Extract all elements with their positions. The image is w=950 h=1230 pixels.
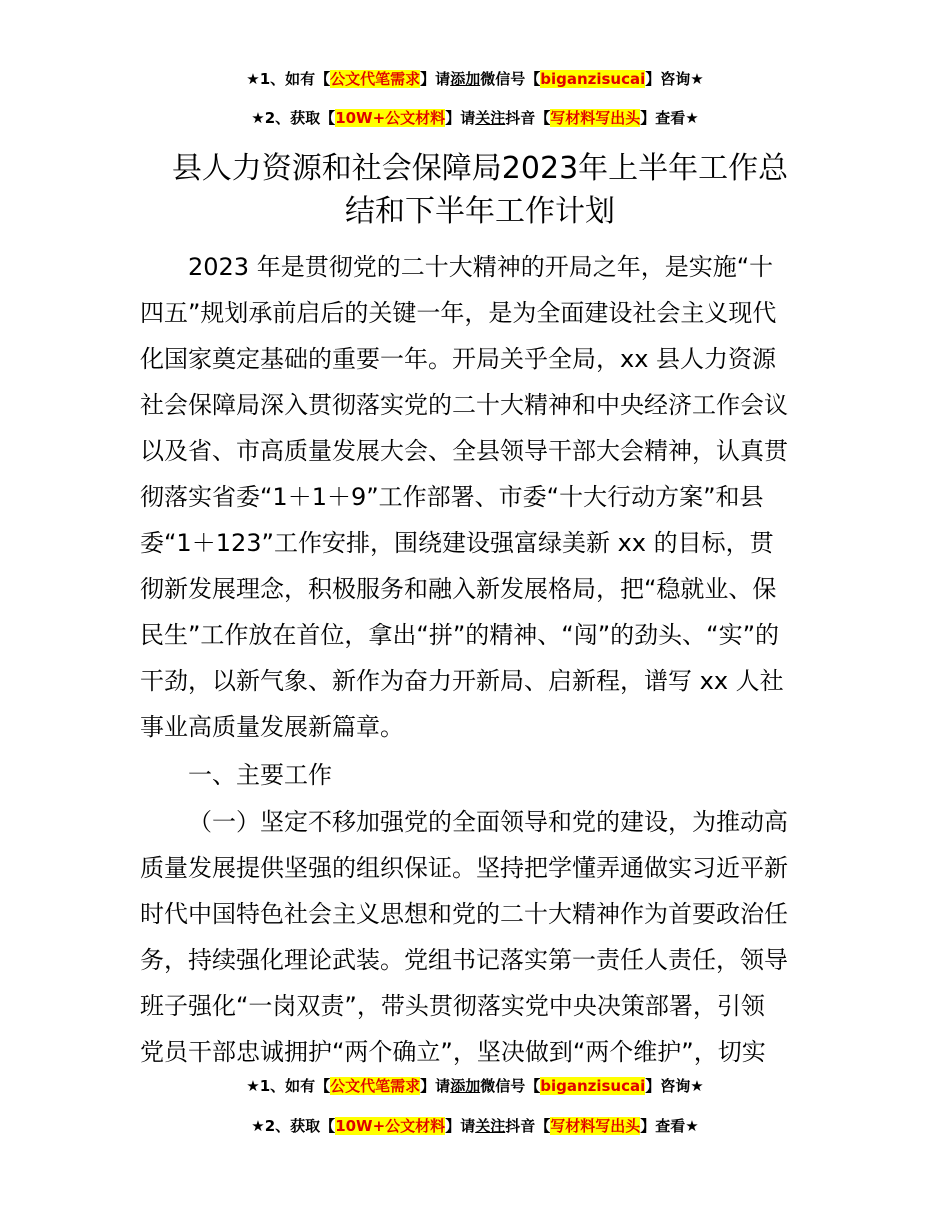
body-line: 委“1＋123”工作安排，围绕建设强富绿美新 xx 的目标，贯 — [140, 529, 774, 557]
banner-text: ★2、获取【 — [251, 109, 336, 127]
body-line: 时代中国特色社会主义思想和党的二十大精神作为首要政治任 — [140, 900, 788, 928]
banner-highlight: 10W+公文材料 — [335, 109, 446, 127]
banner-text: 】请 — [445, 109, 476, 127]
body-line: 化国家奠定基础的重要一年。开局关乎全局，xx 县人力资源 — [140, 345, 777, 373]
banner-underlined-text: 关注 — [475, 1117, 506, 1135]
body-line: 质量发展提供坚强的组织保证。坚持把学懂弄通做实习近平新 — [140, 854, 788, 882]
banner-highlight: biganzisucai — [540, 70, 646, 88]
body-line: 事业高质量发展新篇章。 — [140, 713, 404, 741]
body-line: 干劲，以新气象、新作为奋力开新局、启新程，谱写 xx 人社 — [140, 667, 784, 695]
banner-highlight: 公文代笔需求 — [330, 70, 421, 88]
banner-highlight: 10W+公文材料 — [335, 1117, 446, 1135]
banner-highlight: 写材料写出头 — [550, 1117, 641, 1135]
section-heading: 一、主要工作 — [188, 761, 332, 789]
body-line: 社会保障局深入贯彻落实党的二十大精神和中央经济工作会议 — [140, 391, 788, 419]
promo-banner-line-2-footer — [0, 1115, 950, 1137]
banner-text: 】请 — [445, 1117, 476, 1135]
body-line: 务，持续强化理论武装。党组书记落实第一责任人责任，领导 — [140, 946, 788, 974]
banner-text: ★1、如有【 — [246, 1077, 331, 1095]
body-line: 民生”工作放在首位，拿出“拼”的精神、“闯”的劲头、“实”的 — [140, 621, 780, 649]
banner-text: ★2、获取【 — [251, 1117, 336, 1135]
banner-text: 】请 — [420, 70, 451, 88]
body-line: 四五”规划承前启后的关键一年，是为全面建设社会主义现代 — [140, 299, 777, 327]
banner-highlight: 公文代笔需求 — [330, 1077, 421, 1095]
banner-text: 微信号【 — [480, 70, 541, 88]
banner-text: 抖音【 — [505, 1117, 551, 1135]
promo-banner-line-1-footer — [0, 1075, 950, 1097]
promo-banner-line-2 — [0, 107, 950, 129]
banner-text: 】请 — [420, 1077, 451, 1095]
banner-text: 】咨询★ — [645, 70, 704, 88]
document-title-line-2: 结和下半年工作计划 — [345, 194, 615, 229]
banner-highlight: 写材料写出头 — [550, 109, 641, 127]
banner-text: 微信号【 — [480, 1077, 541, 1095]
body-line: 以及省、市高质量发展大会、全县领导干部大会精神，认真贯 — [140, 437, 788, 465]
banner-text: ★1、如有【 — [246, 70, 331, 88]
banner-text: 】查看★ — [640, 109, 699, 127]
body-line: 彻新发展理念，积极服务和融入新发展格局，把“稳就业、保 — [140, 575, 777, 603]
banner-text: 】查看★ — [640, 1117, 699, 1135]
document-title-line-1: 县人力资源和社会保障局2023年上半年工作总 — [171, 151, 789, 186]
body-line: 班子强化“一岗双责”，带头贯彻落实党中央决策部署，引领 — [140, 992, 765, 1020]
banner-text: 抖音【 — [505, 109, 551, 127]
banner-underlined-text: 添加 — [450, 70, 481, 88]
body-line: （一）坚定不移加强党的全面领导和党的建设，为推动高 — [188, 808, 788, 836]
banner-highlight: biganzisucai — [540, 1077, 646, 1095]
promo-banner-line-1 — [0, 68, 950, 90]
body-line: 彻落实省委“1＋1＋9”工作部署、市委“十大行动方案”和县 — [140, 483, 764, 511]
banner-underlined-text: 添加 — [450, 1077, 481, 1095]
banner-underlined-text: 关注 — [475, 109, 506, 127]
body-line: 党员干部忠诚拥护“两个确立”，坚决做到“两个维护”，切实 — [140, 1038, 766, 1066]
body-line: 2023 年是贯彻党的二十大精神的开局之年，是实施“十 — [188, 253, 774, 281]
banner-text: 】咨询★ — [645, 1077, 704, 1095]
